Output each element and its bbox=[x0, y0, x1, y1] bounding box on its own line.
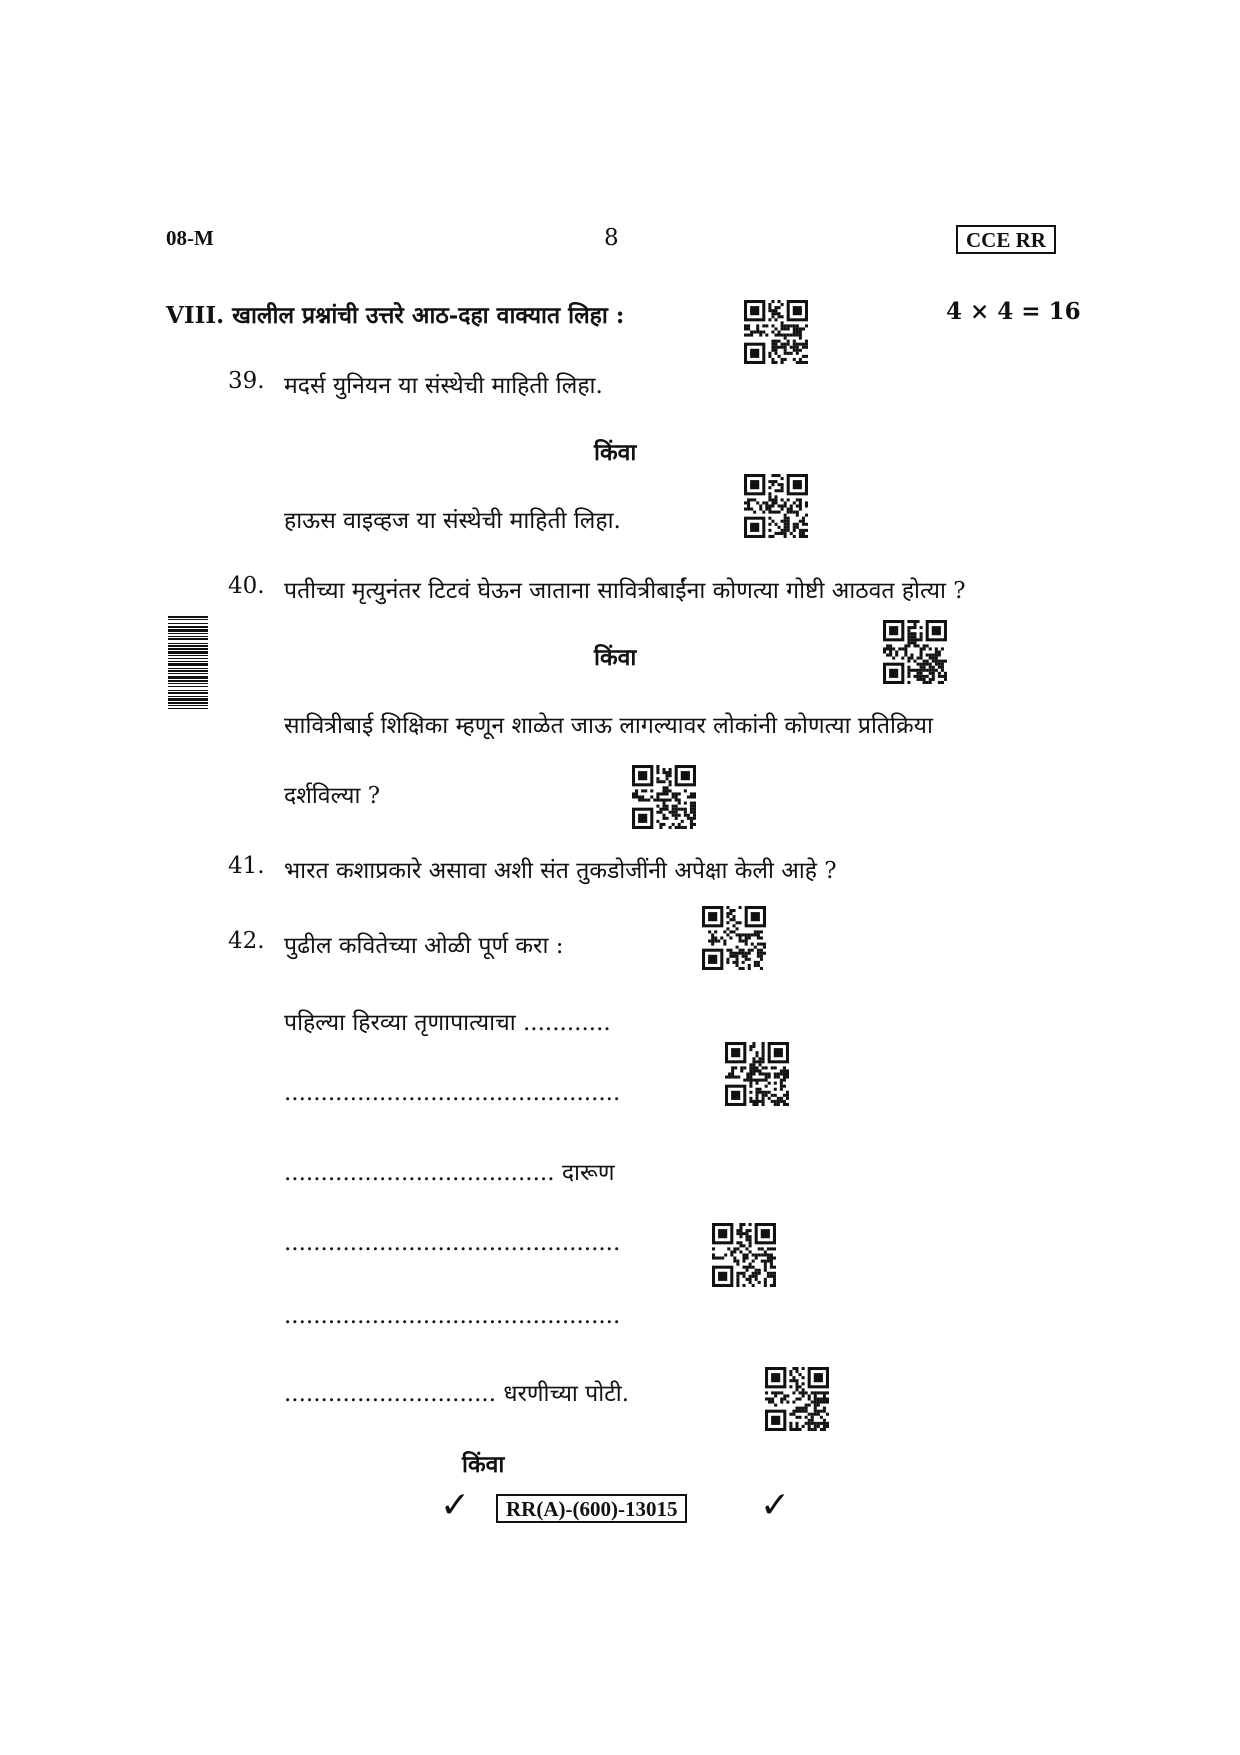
qr-code bbox=[725, 1042, 789, 1106]
footer-code: RR(A)-(600)-13015 bbox=[496, 1494, 687, 1523]
poem-line-2: .............................................. bbox=[284, 1080, 621, 1106]
qr-code bbox=[744, 300, 808, 364]
side-barcode bbox=[168, 616, 208, 711]
series-box: CCE RR bbox=[956, 225, 1056, 254]
q40-or: किंवा bbox=[594, 644, 637, 671]
q42-or: किंवा bbox=[462, 1451, 505, 1478]
q41-text: भारत कशाप्रकारे असावा अशी संत तुकडोजींनी अपेक्षा केली आहे ? bbox=[284, 858, 837, 884]
poem-line-5: .............................................. bbox=[284, 1303, 621, 1329]
section-title: VIII. खालील प्रश्नांची उत्तरे आठ-दहा वाक्यात लिहा : bbox=[166, 302, 625, 329]
qr-code bbox=[702, 906, 766, 970]
qr-code bbox=[765, 1367, 829, 1431]
q40-alt-line1: सावित्रीबाई शिक्षिका म्हणून शाळेत जाऊ लागल्यावर लोकांनी कोणत्या प्रतिक्रिया bbox=[284, 713, 933, 739]
poem-line-1: पहिल्या हिरव्या तृणापात्याचा ............ bbox=[284, 1010, 611, 1036]
q39-text: मदर्स युनियन या संस्थेची माहिती लिहा. bbox=[284, 373, 603, 399]
q42-text: पुढील कवितेच्या ओळी पूर्ण करा : bbox=[284, 933, 564, 959]
barcode-bar bbox=[168, 709, 208, 711]
paper-code: 08-M bbox=[166, 226, 214, 250]
poem-line-6: ............................. धरणीच्या पोटी. bbox=[284, 1381, 630, 1407]
qr-code bbox=[632, 765, 696, 829]
poem-line-3: ..................................... दारूण bbox=[284, 1160, 615, 1186]
section-marks: 4 × 4 = 16 bbox=[946, 298, 1081, 325]
check-mark-icon: ✓ bbox=[440, 1485, 471, 1526]
q41-number: 41. bbox=[228, 853, 265, 879]
check-mark-icon: ✓ bbox=[760, 1485, 791, 1526]
q40-alt-line2: दर्शविल्या ? bbox=[284, 783, 381, 809]
q42-number: 42. bbox=[228, 928, 265, 954]
q40-number: 40. bbox=[228, 573, 265, 599]
page-number: 8 bbox=[604, 225, 619, 251]
qr-code bbox=[744, 474, 808, 538]
qr-code bbox=[712, 1223, 776, 1287]
poem-line-4: .............................................. bbox=[284, 1230, 621, 1256]
q40-text: पतीच्या मृत्युनंतर टिटवं घेऊन जाताना सावित्रीबाईंना कोणत्या गोष्टी आठवत होत्या ? bbox=[284, 578, 966, 604]
q39-or: किंवा bbox=[594, 439, 637, 466]
q39-number: 39. bbox=[228, 368, 265, 394]
q39-alt-text: हाऊस वाइव्हज या संस्थेची माहिती लिहा. bbox=[284, 508, 621, 534]
qr-code bbox=[883, 620, 947, 684]
